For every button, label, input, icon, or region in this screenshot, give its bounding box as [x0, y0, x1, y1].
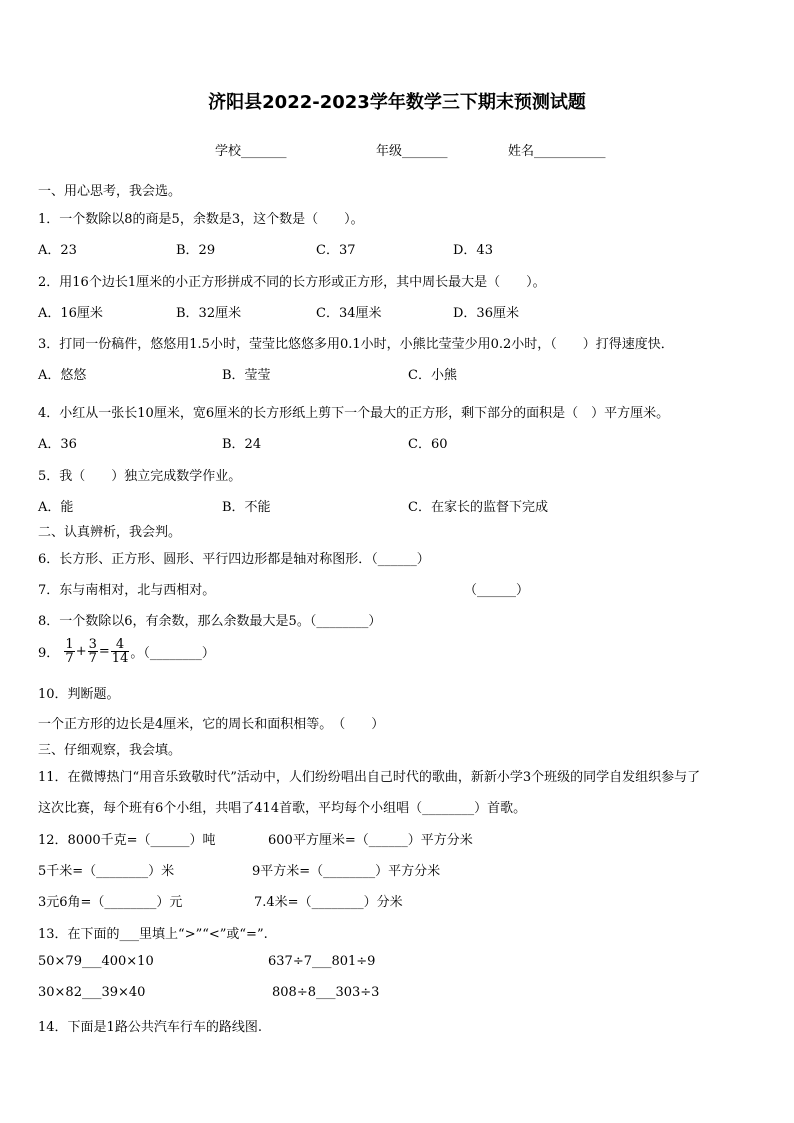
q12-item-2a: 5千米=（________）米 [38, 864, 175, 879]
q2-stem: 2．用16个边长1厘米的小正方形拼成不同的长方形或正方形，其中周长最大是（ ）。 [38, 275, 546, 290]
q9 [38, 638, 215, 665]
q2-option-a: A．16厘米 [38, 306, 103, 321]
q9-f3-numerator: 4 [111, 638, 130, 652]
q3-option-a: A．悠悠 [38, 368, 87, 383]
q5-option-b: B．不能 [222, 500, 271, 515]
q9-f2-numerator: 3 [88, 637, 97, 652]
q12-item-1a: 12．8000千克=（______）吨 [38, 833, 216, 848]
grade-field: 年级_______ [376, 144, 448, 159]
q14-stem: 14．下面是1路公共汽车行车的路线图. [38, 1020, 262, 1035]
q10-stem: 一个正方形的边长是4厘米，它的周长和面积相等。 （ ） [38, 717, 385, 732]
q9-equals: = [98, 644, 110, 659]
q13-item-2b: 808÷8___303÷3 [272, 985, 380, 1000]
school-field: 学校_______ [215, 144, 287, 159]
name-field: 姓名___________ [508, 144, 606, 159]
q11-line1: 11．在微博热门“用音乐致敬时代”活动中，人们纷纷唱出自己时代的歌曲，新新小学3个班级的同学自发组织参与了 [38, 770, 701, 785]
q1-option-b: B．29 [176, 243, 216, 258]
q4-stem: 4．小红从一张长10厘米，宽6厘米的长方形纸上剪下一个最大的正方形，剩下部分的面积是（ ）平方厘米。 [38, 406, 670, 421]
q11-line2: 这次比赛，每个班有6个小组，共唱了414首歌，平均每个小组唱（________）首歌。 [38, 801, 527, 816]
q5-stem: 5．我（ ）独立完成数学作业。 [38, 469, 242, 484]
section3-heading: 三、仔细观察，我会填。 [38, 743, 182, 758]
q3-option-b: B．莹莹 [222, 368, 271, 383]
q12-item-3a: 3元6角=（________）元 [38, 895, 183, 910]
q3-stem: 3．打同一份稿件，悠悠用1.5小时，莹莹比悠悠多用0.1小时，小熊比莹莹少用0.2小时，（ ）打得速度快． [38, 337, 674, 352]
q1-option-d: D．43 [453, 243, 493, 258]
q9-f1-denominator: 7 [65, 651, 74, 666]
q13-item-1a: 50×79___400×10 [38, 954, 154, 969]
q10: 10．判断题。 [38, 687, 120, 702]
q5-option-c: C．在家长的监督下完成 [408, 500, 548, 515]
q9-fraction-2 [88, 638, 98, 665]
q9-f2-denominator: 7 [88, 651, 97, 666]
q4-option-c: C．60 [408, 437, 448, 452]
q9-plus: + [75, 644, 87, 659]
q9-fraction-1 [64, 638, 74, 665]
q9-f1-numerator: 1 [65, 637, 74, 652]
q9-tail: 。（________） [130, 646, 215, 661]
q5-option-a: A．能 [38, 500, 74, 515]
section1-heading: 一、用心思考，我会选。 [38, 184, 182, 199]
q7: 7．东与南相对，北与西相对。 [38, 583, 216, 598]
q13-stem: 13．在下面的___里填上“>”“<”或“=”. [38, 927, 268, 942]
q2-option-d: D．36厘米 [453, 306, 519, 321]
page-title: 济阳县2022-2023学年数学三下期末预测试题 [208, 92, 586, 113]
q1-stem: 1．一个数除以8的商是5，余数是3，这个数是（ ）。 [38, 212, 364, 227]
section2-heading: 二、认真辨析，我会判。 [38, 525, 182, 540]
q3-option-c: C．小熊 [408, 368, 457, 383]
q12-item-3b: 7.4米=（________）分米 [254, 895, 403, 910]
q2-option-c: C．34厘米 [316, 306, 382, 321]
q12-item-2b: 9平方米=（________）平方分米 [252, 864, 441, 879]
q8: 8．一个数除以6，有余数，那么余数最大是5。（________） [38, 614, 382, 629]
q9-label: 9． [38, 646, 60, 661]
q9-fraction-3 [111, 638, 130, 665]
q13-item-2a: 30×82___39×40 [38, 985, 146, 1000]
q7-blank: （______） [464, 583, 530, 598]
q2-option-b: B．32厘米 [176, 306, 242, 321]
q1-option-a: A．23 [38, 243, 77, 258]
q6: 6．长方形、正方形、圆形、平行四边形都是轴对称图形．（______） [38, 552, 430, 567]
q4-option-b: B．24 [222, 437, 262, 452]
q12-item-1b: 600平方厘米=（______）平方分米 [268, 833, 473, 848]
q9-f3-denominator: 14 [111, 651, 129, 666]
q4-option-a: A．36 [38, 437, 77, 452]
q13-item-1b: 637÷7___801÷9 [268, 954, 376, 969]
q1-option-c: C．37 [316, 243, 356, 258]
